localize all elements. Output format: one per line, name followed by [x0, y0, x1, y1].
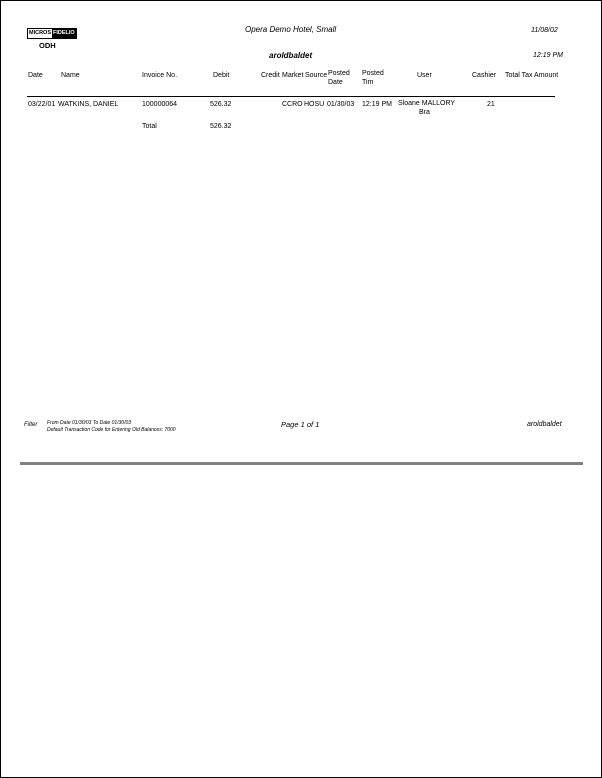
footer-report-name: aroldbaldet — [527, 421, 562, 428]
cell-user-line1: Sloane MALLORY — [398, 100, 456, 107]
cell-posted-time: 12:19 PM — [362, 101, 392, 108]
col-posted-date-line1: Posted — [328, 70, 350, 77]
report-title: aroldbaldet — [269, 51, 313, 60]
cell-debit: 526.32 — [210, 101, 232, 108]
col-user: User — [417, 72, 432, 79]
cell-invoice: 100000064 — [142, 101, 178, 108]
cell-source: HOSU — [304, 101, 325, 108]
property-code: ODH — [39, 41, 56, 50]
col-date: Date — [28, 72, 43, 79]
col-posted-time-line1: Posted — [362, 70, 384, 77]
cell-cashier: 21 — [487, 101, 495, 108]
filter-line-1: From Date 01/30/03 To Date 01/30/03 — [47, 420, 132, 426]
col-credit: Credit — [261, 72, 280, 79]
micros-fidelio-logo — [27, 28, 77, 39]
cell-user-line2: Bra — [419, 109, 430, 116]
report-date: 11/08/02 — [531, 27, 558, 34]
logo-left-text: MICROS — [29, 30, 51, 36]
col-market: Market — [282, 72, 304, 79]
cell-posted-date: 01/30/03 — [327, 101, 355, 108]
page-separator-bar — [20, 462, 583, 465]
col-posted-date-line2: Date — [328, 79, 343, 86]
col-posted-time-line2: Tim — [362, 79, 374, 86]
header-divider — [27, 96, 555, 97]
total-debit: 526.32 — [210, 123, 232, 130]
report-time: 12:19 PM — [533, 52, 563, 59]
hotel-name: Opera Demo Hotel, Small — [245, 25, 337, 34]
filter-label: Filter — [24, 422, 38, 428]
col-debit: Debit — [213, 72, 230, 79]
filter-line-2: Default Transaction Code for Entering Old Balances: 7000 — [47, 427, 176, 433]
col-source: Source — [305, 72, 328, 79]
col-name: Name — [61, 72, 80, 79]
cell-name: WATKINS, DANIEL — [58, 101, 119, 108]
cell-market: CCRO — [282, 101, 303, 108]
page-number: Page 1 of 1 — [281, 420, 320, 429]
col-cashier: Cashier — [472, 72, 497, 79]
col-invoice: Invoice No. — [142, 72, 178, 79]
cell-date: 03/22/01 — [28, 101, 56, 108]
col-total-tax: Total Tax Amount — [505, 72, 559, 79]
total-label: Total — [142, 123, 157, 130]
logo-right-text: FIDELIO — [53, 30, 75, 36]
